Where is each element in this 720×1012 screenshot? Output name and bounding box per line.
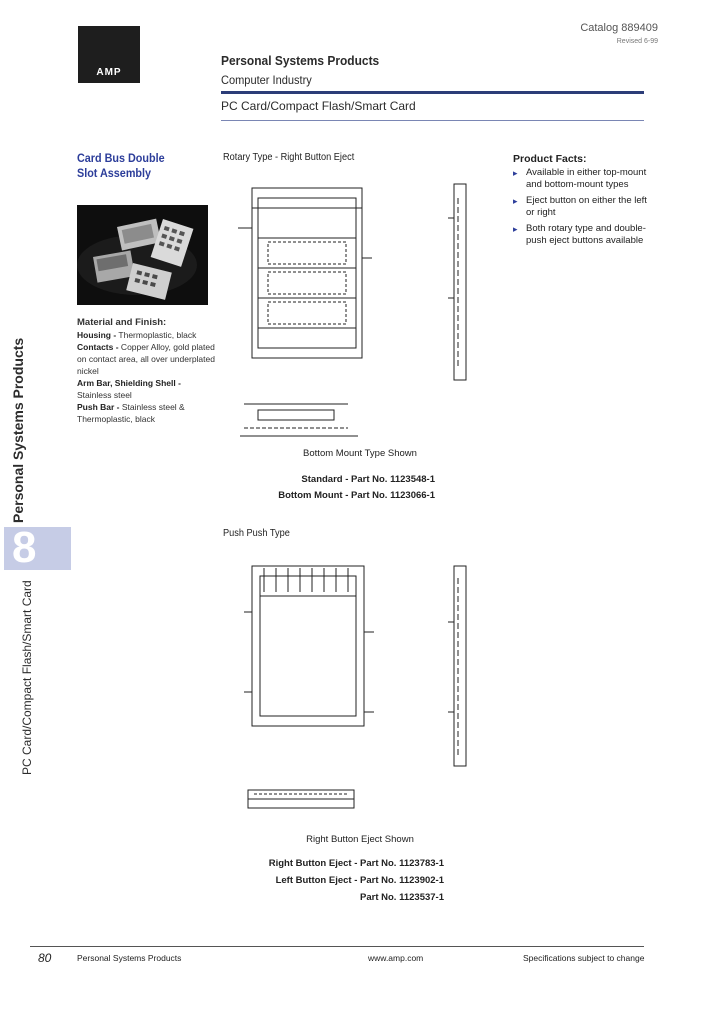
armbar-text: Stainless steel [77,390,132,400]
product-title-line2: Slot Assembly [77,166,152,180]
rotary-caption: Bottom Mount Type Shown [303,448,417,459]
footer-left: Personal Systems Products [77,953,182,963]
facts-title: Product Facts: [513,153,587,165]
rotary-label: Rotary Type - Right Button Eject [223,152,355,163]
pushbar-line [77,401,217,425]
rotary-drawing [238,178,478,448]
bullet-icon: ▸ [513,168,518,178]
pushbar-label: Push Bar - [77,402,120,412]
footer-url[interactable]: www.amp.com [368,953,424,963]
rotary-part-standard: Standard - Part No. 1123548-1 [301,474,435,485]
push-part-left: Left Button Eject - Part No. 1123902-1 [275,875,444,886]
catalog-number: Catalog 889409 [580,22,658,34]
fact-text: Available in either top-mount and bottom-mount types [526,167,647,190]
armbar-line [77,377,217,401]
fact-item [513,167,648,191]
section-title: PC Card/Compact Flash/Smart Card [221,99,416,113]
push-caption: Right Button Eject Shown [306,834,414,845]
contacts-text: Copper Alloy, gold plated on contact area, all over underplated nickel [77,342,215,376]
material-finish [77,317,217,425]
material-title: Material and Finish: [77,317,167,328]
push-drawing [242,562,482,818]
side-tab-subtitle-text: PC Card/Compact Flash/Smart Card [20,580,34,775]
footer-rule [30,946,644,947]
side-tab-title-text: Personal Systems Products [10,337,26,523]
side-tab-subtitle [20,575,50,775]
product-photo [77,205,208,305]
footer-right: Specifications subject to change [523,953,645,963]
contacts-label: Contacts - [77,342,119,352]
page-title: Personal Systems Products [221,53,380,68]
housing-text: Thermoplastic, black [116,330,197,340]
side-tab-title [10,337,40,523]
page-subtitle: Computer Industry [221,73,312,87]
amp-logo [78,26,140,83]
housing-label: Housing - [77,330,117,340]
rotary-part-bottom-mount: Bottom Mount - Part No. 1123066-1 [278,490,435,501]
push-label: Push Push Type [223,528,290,539]
section-tab-number: 8 [12,523,37,572]
bullet-icon: ▸ [513,224,518,234]
header-rule [221,91,644,94]
product-title-line1: Card Bus Double [77,151,165,165]
armbar-label: Arm Bar, Shielding Shell - [77,378,181,388]
contacts-line [77,341,217,377]
push-part-3: Part No. 1123537-1 [360,892,444,903]
fact-text: Both rotary type and double-push eject buttons available [526,223,646,246]
fact-text: Eject button on either the left or right [526,195,647,218]
pushbar-text: Stainless steel & Thermoplastic, black [77,402,185,424]
section-rule [221,120,644,121]
product-title [77,151,185,181]
revised-date: Revised 6-99 [616,38,658,45]
fact-item [513,223,648,247]
section-tab [4,523,71,572]
housing-line [77,329,217,341]
logo-text: AMP [96,67,122,78]
fact-item [513,195,648,219]
facts-list [513,167,648,251]
page-number: 80 [38,951,52,965]
push-part-right: Right Button Eject - Part No. 1123783-1 [268,858,444,869]
bullet-icon: ▸ [513,196,518,206]
